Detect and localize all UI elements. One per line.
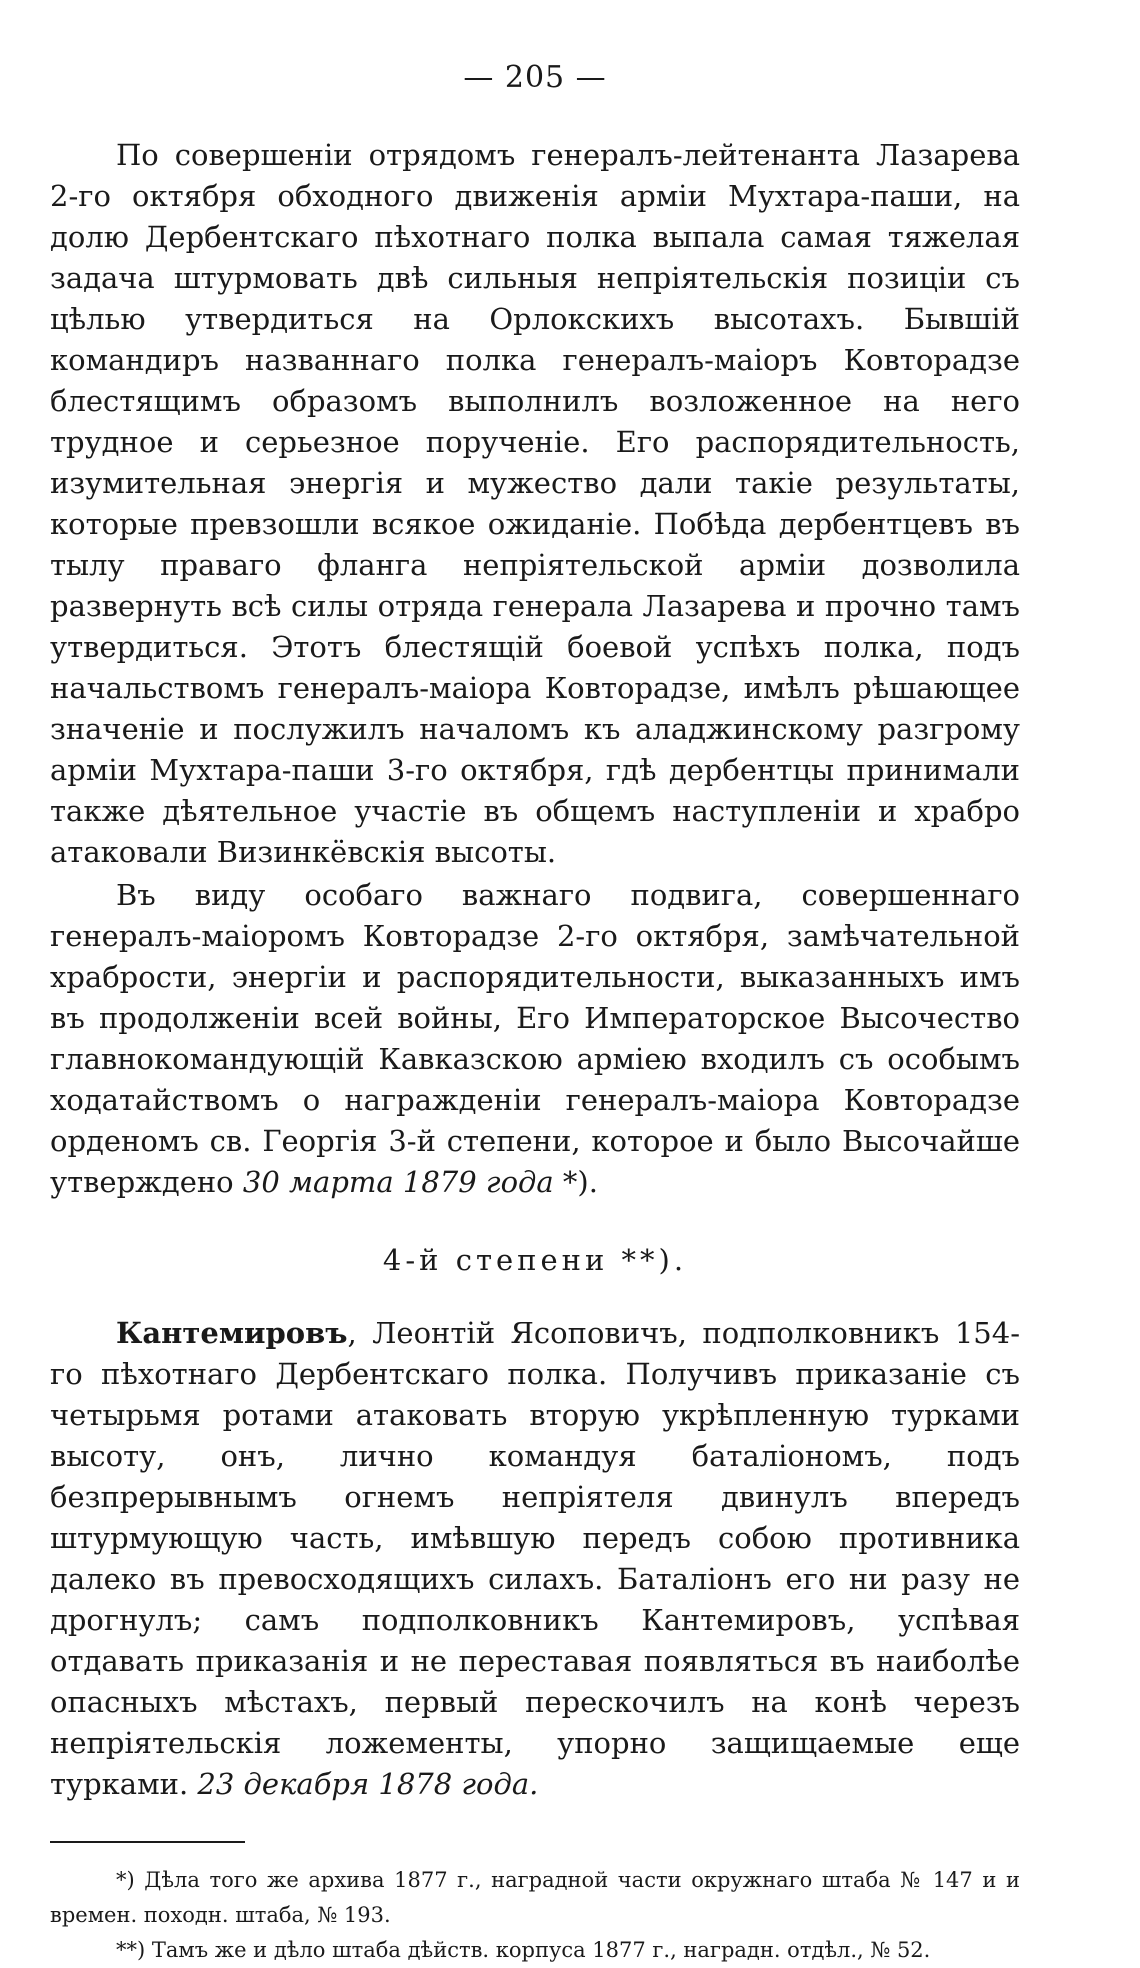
page-number: — 205 — [463,60,607,95]
entry-paragraph [50,1313,1020,1805]
paragraph-2 [50,875,1020,1203]
footnote-2: **) Тамъ же и дѣло штаба дѣйств. корпуса 1877 г., наградн. отдѣл., № 52. [116,1938,931,1962]
award-date: 30 марта 1879 года [242,1165,554,1199]
footnote-ref-1: *). [553,1165,598,1199]
section-heading: 4-й степени **). [382,1243,688,1277]
document-page [50,60,1020,1968]
entry-name: Кантемировъ [116,1316,348,1350]
paragraph-2-text: Въ виду особаго важнаго подвига, совершеннаго генералъ-маіоромъ Ковторадзе 2-го октября, замѣчательной храбрости, энергіи и распорядительности, выказанныхъ имъ въ продолженіи всей войны, Его Императорское Высочество главнокомандующій Кавказскою арміею входилъ съ особымъ ходатайствомъ о награжденіи генералъ-маіора Ковторадзе орденомъ св. Георгія 3-й степени, которое и было Высочайше утверждено [50,878,1020,1199]
footnote-divider [50,1841,245,1843]
entry-text: , Леонтій Ясоповичъ, подполковникъ 154-го пѣхотнаго Дербентскаго полка. Получивъ приказаніе съ четырьмя ротами атаковать вторую укрѣпленную турками высоту, онъ, лично командуя баталіономъ, подъ безпрерывнымъ огнемъ непріятеля двинулъ впередъ штурмующую часть, имѣвшую передъ собою противника далеко въ превосходящихъ силахъ. Баталіонъ его ни разу не дрогнулъ; самъ подполковникъ Кантемировъ, успѣвая отдавать приказанія и не переставая появляться въ наиболѣе опасныхъ мѣстахъ, первый перескочилъ на конѣ черезъ непріятельскія ложементы, упорно защищаемые еще турками. [50,1316,1020,1801]
paragraph-1: По совершеніи отрядомъ генералъ-лейтенанта Лазарева 2-го октября обходного движенія арміи Мухтара-паши, на долю Дербентскаго пѣхотнаго полка выпала самая тяжелая задача штурмовать двѣ сильныя непріятельскія позиціи съ цѣлью утвердиться на Орлокскихъ высотахъ. Бывшій командиръ названнаго полка генералъ-маіоръ Ковторадзе блестящимъ образомъ выполнилъ возложенное на него трудное и серьезное порученіе. Его распорядительность, изумительная энергія и мужество дали такіе результаты, которые превзошли всякое ожиданіе. Побѣда дербентцевъ въ тылу праваго фланга непріятельской арміи дозволила развернуть всѣ силы отряда генерала Лазарева и прочно тамъ утвердиться. Этотъ блестящій боевой успѣхъ полка, подъ начальствомъ генералъ-маіора Ковторадзе, имѣлъ рѣшающее значеніе и послужилъ началомъ къ аладжинскому разгрому арміи Мухтара-паши 3-го октября, гдѣ дербентцы принимали также дѣятельное участіе въ общемъ наступленіи и храбро атаковали Визинкёвскія высоты. [50,138,1020,869]
footnote-1: *) Дѣла того же архива 1877 г., наградной части окружнаго штаба № 147 и и времен. походн. штаба, № 193. [50,1868,1020,1927]
entry-date: 23 декабря 1878 года. [197,1767,539,1801]
